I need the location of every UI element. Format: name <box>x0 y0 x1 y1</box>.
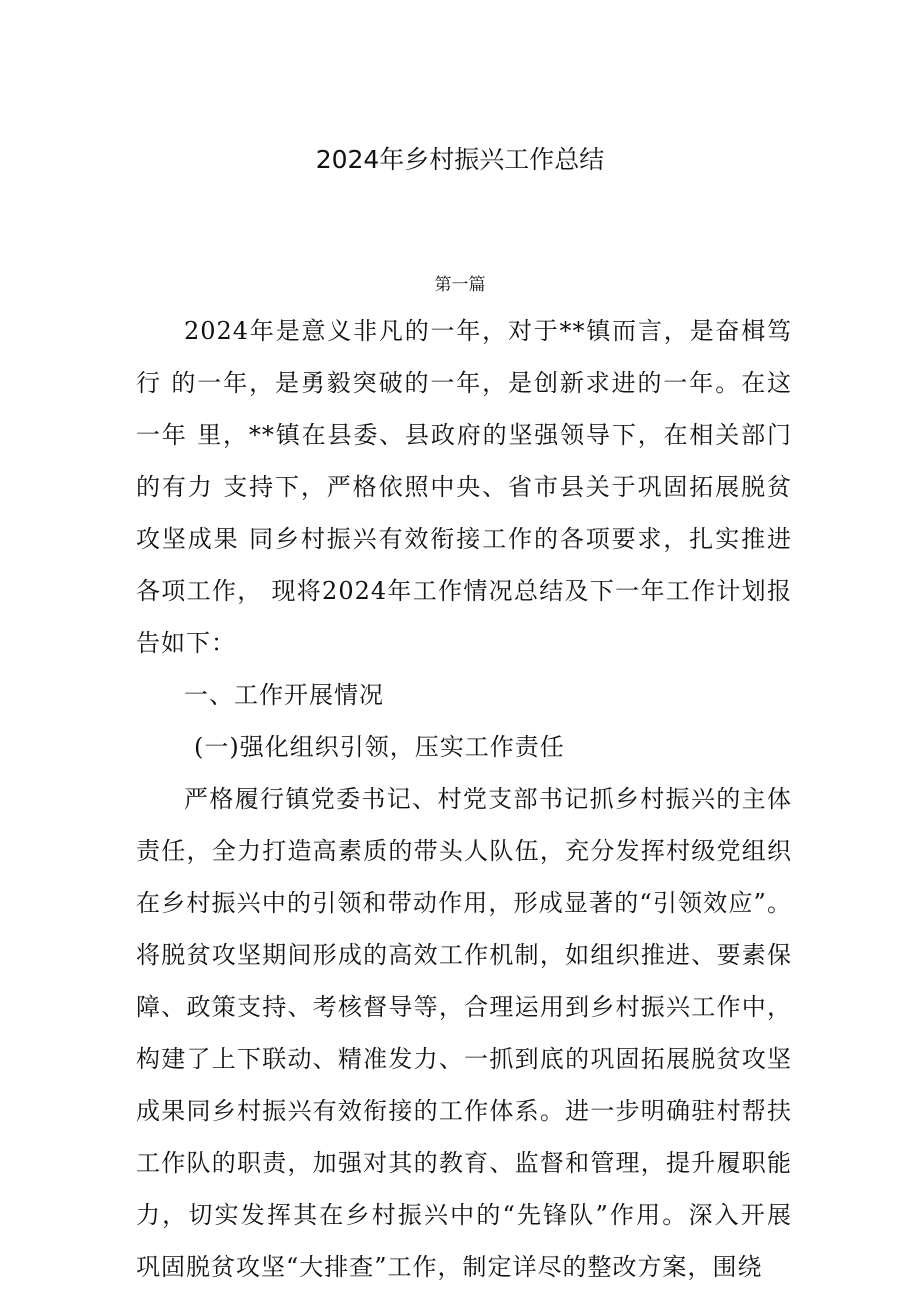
section-heading: 一、工作开展情况 <box>184 681 384 709</box>
document-body <box>136 305 792 1293</box>
document-subtitle: 第一篇 <box>434 275 486 295</box>
paragraph-intro: 2024年是意义非凡的一年，对于**镇而言，是奋楫笃行 的一年，是勇毅突破的一年，是创新求进的一年。在这一年 里，**镇在县委、县政府的坚强领导下，在相关部门的有力 支持下，严格依照中央、省市县关于巩固拓展脱贫攻坚成果 同乡村振兴有效衔接工作的各项要求，扎实推进各项工作， 现将2024年工作情况总结及下一年工作计划报告如下： <box>136 317 792 657</box>
document-title: 2024年乡村振兴工作总结 <box>315 145 605 174</box>
paragraph-body: 严格履行镇党委书记、村党支部书记抓乡村振兴的主体 责任，全力打造高素质的带头人队伍，充分发挥村级党组织 在乡村振兴中的引领和带动作用，形成显著的“引领效应”。 将脱贫攻坚期间形成的高效工作机制，如组织推进、要素保 障、政策支持、考核督导等，合理运用到乡村振兴工作中， 构建了上下联动、精准发力、一抓到底的巩固拓展脱贫攻坚 成果同乡村振兴有效衔接的工作体系。进一步明确驻村帮扶 工作队的职责，加强对其的教育、监督和管理，提升履职能 力，切实发挥其在乡村振兴中的“先锋队”作用。深入开展 巩固脱贫攻坚“大排查”工作，制定详尽的整改方案，围绕 <box>136 785 792 1281</box>
subsection-heading: (一)强化组织引领，压实工作责任 <box>194 733 565 761</box>
